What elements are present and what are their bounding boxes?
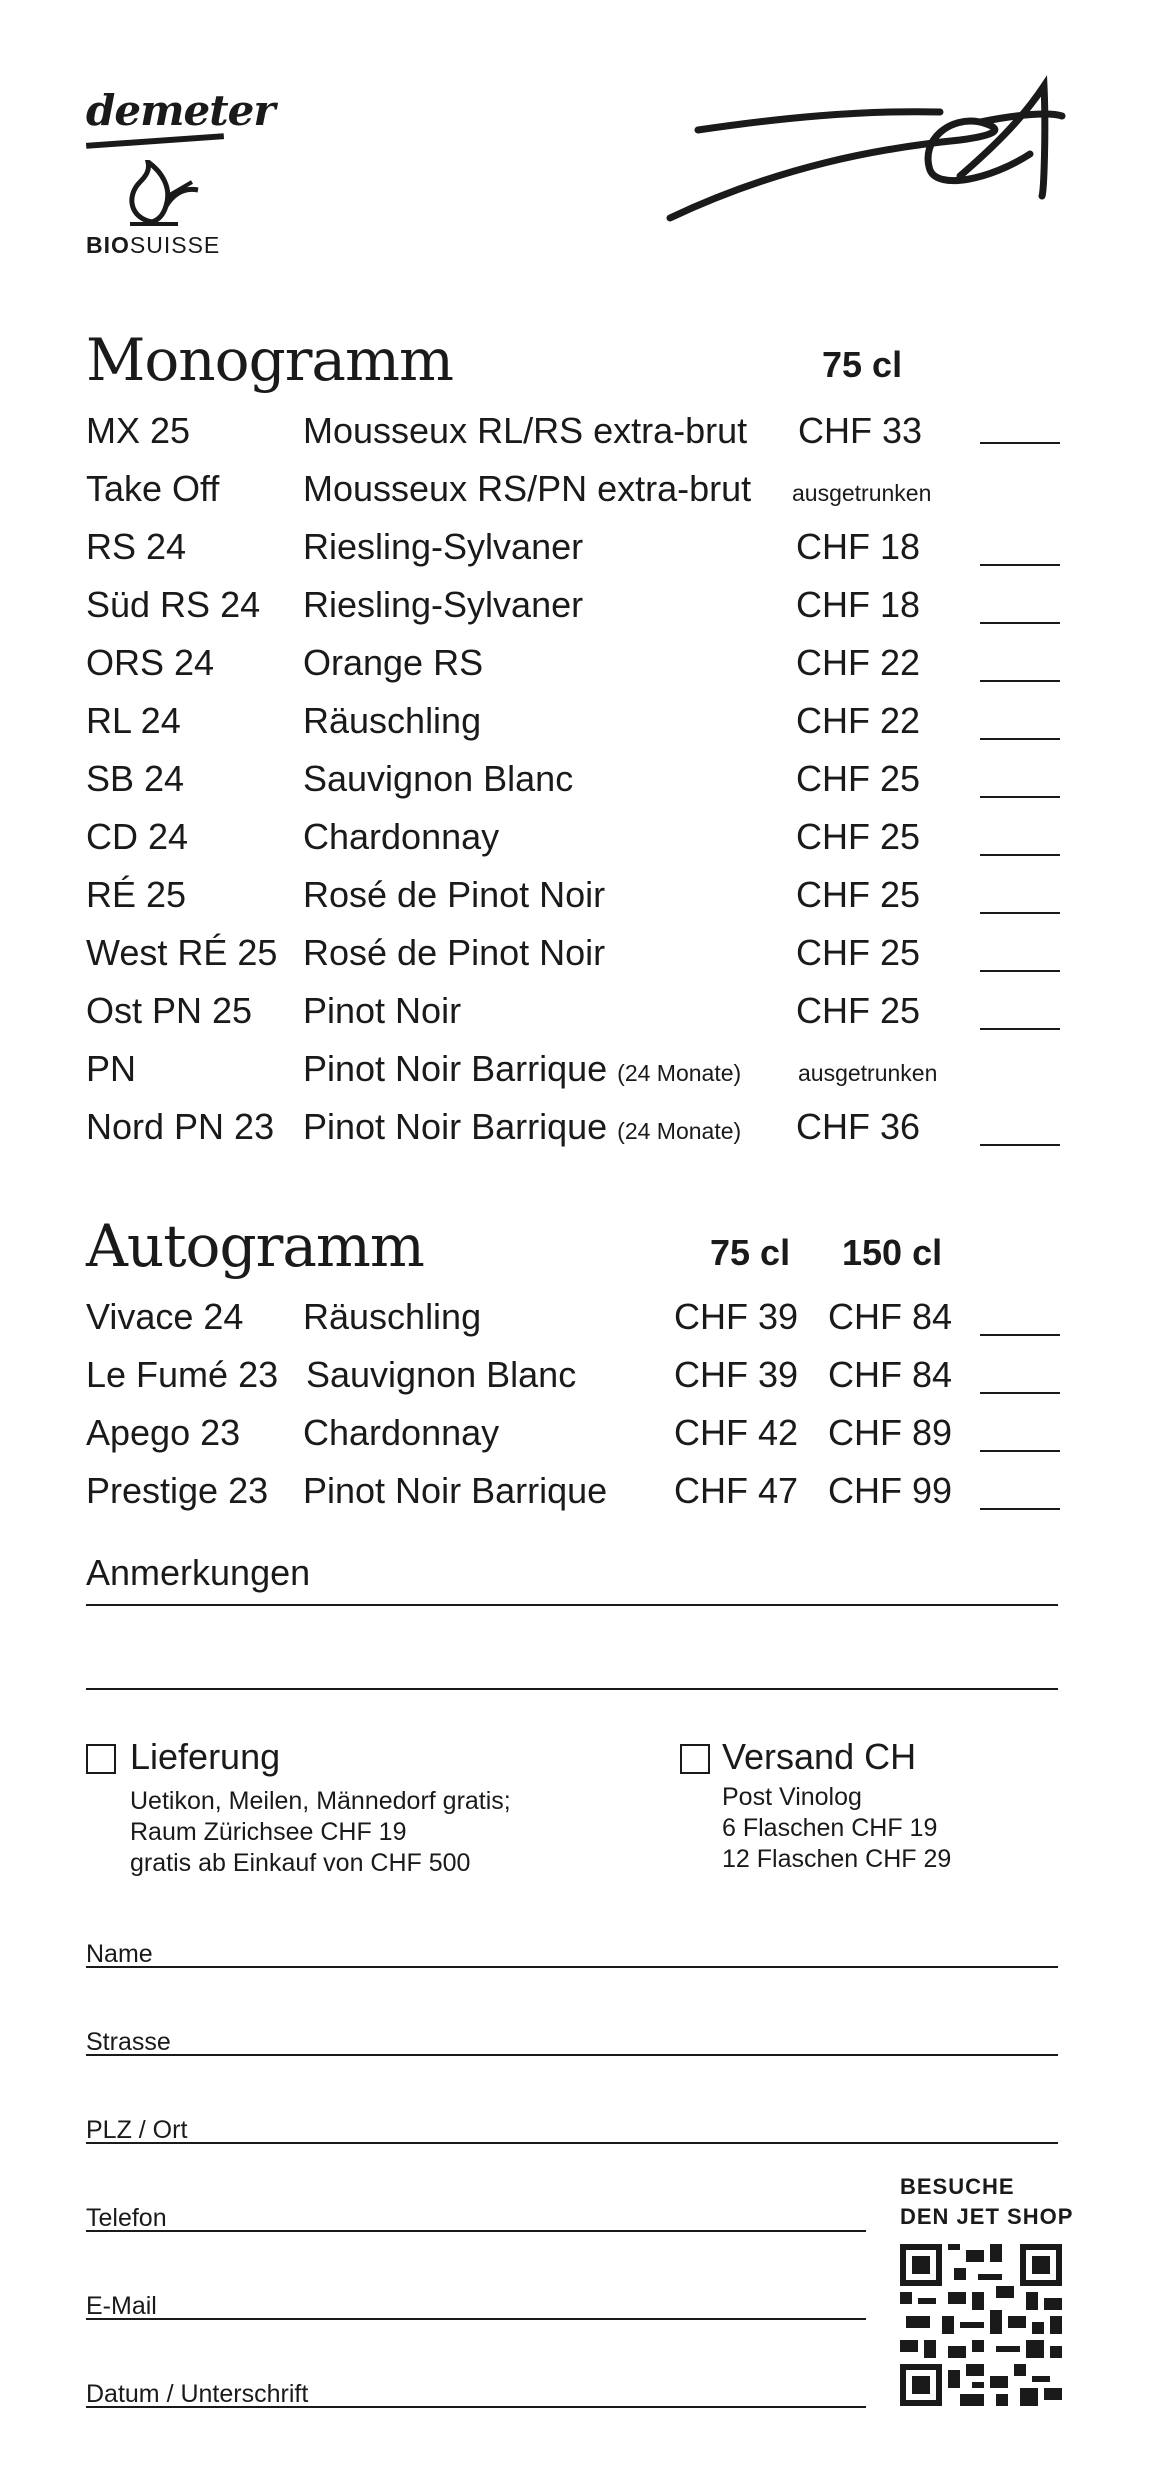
remarks-line-2[interactable] (86, 1688, 1058, 1690)
biosuisse-bud-icon (122, 160, 202, 228)
wine-name: Orange RS (303, 642, 484, 683)
wine-code: RS 24 (86, 526, 187, 567)
wine-row (86, 1470, 1066, 1528)
shipping-detail-line: Post Vinolog (722, 1783, 862, 1811)
wine-name-text: Pinot Noir Barrique (303, 1106, 608, 1147)
shop-call-to-action (900, 2172, 1073, 2232)
shipping-details (722, 1782, 951, 1875)
quantity-line[interactable] (980, 796, 1060, 798)
wine-row (86, 1048, 1066, 1106)
wine-code: Nord PN 23 (86, 1106, 275, 1147)
quantity-line[interactable] (980, 680, 1060, 682)
wine-price: CHF 25 (796, 990, 921, 1031)
delivery-checkbox[interactable] (86, 1744, 116, 1774)
wine-name: Mousseux RL/RS extra-brut (303, 410, 748, 451)
wine-code: Take Off (86, 468, 220, 509)
quantity-line[interactable] (980, 854, 1060, 856)
shipping-detail-line: 12 Flaschen CHF 29 (722, 1845, 952, 1873)
wine-price-150cl: CHF 99 (828, 1470, 953, 1511)
name-field-label: Name (86, 1940, 153, 1968)
wine-row (86, 758, 1066, 816)
wine-name: Sauvignon Blanc (303, 758, 574, 799)
biosuisse-logo: BIOSUISSE (86, 232, 221, 258)
wine-name: Rosé de Pinot Noir (303, 932, 606, 973)
wine-code: Vivace 24 (86, 1296, 244, 1337)
quantity-line[interactable] (980, 622, 1060, 624)
wine-price: ausgetrunken (792, 480, 932, 506)
wine-name: Riesling-Sylvaner (303, 526, 584, 567)
wine-name: Räuschling (303, 700, 482, 741)
autogramm-150cl-header: 150 cl (842, 1232, 943, 1273)
wine-name: Sauvignon Blanc (306, 1354, 577, 1395)
delivery-label: Lieferung (130, 1736, 281, 1777)
wine-price: CHF 18 (796, 526, 921, 567)
email-field[interactable] (86, 2318, 866, 2320)
wine-row (86, 1106, 1066, 1164)
wine-code: Le Fumé 23 (86, 1354, 279, 1395)
wine-name: Rosé de Pinot Noir (303, 874, 606, 915)
wine-code: Apego 23 (86, 1412, 241, 1453)
autogramm-title: Autogramm (86, 1212, 424, 1280)
shipping-detail-line: 6 Flaschen CHF 19 (722, 1814, 938, 1842)
remarks-label: Anmerkungen (86, 1552, 311, 1593)
wine-row (86, 1296, 1066, 1354)
wine-row (86, 700, 1066, 758)
quantity-line[interactable] (980, 1508, 1060, 1510)
wine-code: West RÉ 25 (86, 932, 278, 973)
wine-price-150cl: CHF 84 (828, 1354, 953, 1395)
wine-name: Riesling-Sylvaner (303, 584, 584, 625)
wine-name: Mousseux RS/PN extra-brut (303, 468, 752, 509)
wine-row (86, 874, 1066, 932)
remarks-line-1[interactable] (86, 1604, 1058, 1606)
wine-code: Ost PN 25 (86, 990, 253, 1031)
wine-row (86, 816, 1066, 874)
demeter-logo-underline (86, 133, 224, 149)
wine-price-150cl: CHF 84 (828, 1296, 953, 1337)
shipping-checkbox[interactable] (680, 1744, 710, 1774)
city-field[interactable] (86, 2142, 1058, 2144)
wine-price: CHF 25 (796, 874, 921, 915)
city-field-label: PLZ / Ort (86, 2116, 188, 2144)
signature-field-label: Datum / Unterschrift (86, 2380, 309, 2408)
phone-field-label: Telefon (86, 2204, 167, 2232)
wine-row (86, 410, 1066, 468)
delivery-details (130, 1786, 511, 1879)
wine-code: RÉ 25 (86, 874, 187, 915)
wine-code: RL 24 (86, 700, 181, 741)
quantity-line[interactable] (980, 564, 1060, 566)
signature-field[interactable] (86, 2406, 866, 2408)
wine-name-text: Pinot Noir Barrique (303, 1048, 608, 1089)
wine-row (86, 932, 1066, 990)
quantity-line[interactable] (980, 970, 1060, 972)
wine-price: CHF 25 (796, 758, 921, 799)
email-field-label: E-Mail (86, 2292, 157, 2320)
wine-code: Prestige 23 (86, 1470, 269, 1511)
wine-code: ORS 24 (86, 642, 215, 683)
wine-price-75cl: CHF 42 (674, 1412, 799, 1453)
wine-code: SB 24 (86, 758, 185, 799)
quantity-line[interactable] (980, 1028, 1060, 1030)
wine-aging-note: (24 Monate) (617, 1118, 742, 1144)
wine-name: Pinot Noir Barrique (303, 1470, 608, 1511)
quantity-line[interactable] (980, 1450, 1060, 1452)
monogramm-title: Monogramm (86, 326, 454, 394)
wine-row (86, 526, 1066, 584)
wine-row (86, 1412, 1066, 1470)
wine-row (86, 1354, 1066, 1412)
delivery-detail-line: gratis ab Einkauf von CHF 500 (130, 1849, 471, 1877)
wine-name: Chardonnay (303, 1412, 500, 1453)
quantity-line[interactable] (980, 738, 1060, 740)
wine-price-75cl: CHF 39 (674, 1354, 799, 1395)
wine-price: CHF 22 (796, 642, 921, 683)
wine-price-75cl: CHF 47 (674, 1470, 799, 1511)
wine-aging-note: (24 Monate) (617, 1060, 742, 1086)
wine-name: Pinot Noir (303, 990, 462, 1031)
phone-field[interactable] (86, 2230, 866, 2232)
quantity-line[interactable] (980, 1392, 1060, 1394)
delivery-detail-line: Uetikon, Meilen, Männedorf gratis; (130, 1787, 511, 1815)
wine-price: CHF 25 (796, 816, 921, 857)
monogramm-75cl-header: 75 cl (822, 344, 903, 385)
autogramm-75cl-header: 75 cl (710, 1232, 791, 1273)
wine-row (86, 468, 1066, 526)
quantity-line[interactable] (980, 912, 1060, 914)
qr-code-icon[interactable] (900, 2244, 1062, 2406)
wine-row (86, 642, 1066, 700)
wine-price-150cl: CHF 89 (828, 1412, 953, 1453)
shop-text-line-2: DEN JET SHOP (900, 2204, 1074, 2229)
wine-code: PN (86, 1048, 137, 1089)
delivery-detail-line: Raum Zürichsee CHF 19 (130, 1818, 407, 1846)
wine-price: CHF 18 (796, 584, 921, 625)
shipping-label: Versand CH (722, 1736, 917, 1777)
jet-signature-logo (660, 70, 1080, 240)
wine-code: CD 24 (86, 816, 189, 857)
wine-price: CHF 22 (796, 700, 921, 741)
street-field[interactable] (86, 2054, 1058, 2056)
wine-price: CHF 33 (798, 410, 923, 451)
quantity-line[interactable] (980, 442, 1060, 444)
wine-name: Räuschling (303, 1296, 482, 1337)
demeter-logo: demeter (86, 86, 275, 135)
wine-code: MX 25 (86, 410, 191, 451)
wine-row (86, 990, 1066, 1048)
wine-price: CHF 36 (796, 1106, 921, 1147)
wine-name: Chardonnay (303, 816, 500, 857)
quantity-line[interactable] (980, 1334, 1060, 1336)
wine-row (86, 584, 1066, 642)
name-field[interactable] (86, 1966, 1058, 1968)
shop-text-line-1: BESUCHE (900, 2174, 1015, 2199)
wine-name (303, 1106, 741, 1148)
wine-price: ausgetrunken (798, 1060, 938, 1086)
street-field-label: Strasse (86, 2028, 171, 2056)
quantity-line[interactable] (980, 1144, 1060, 1146)
wine-price-75cl: CHF 39 (674, 1296, 799, 1337)
wine-code: Süd RS 24 (86, 584, 261, 625)
wine-name (303, 1048, 741, 1090)
wine-price: CHF 25 (796, 932, 921, 973)
